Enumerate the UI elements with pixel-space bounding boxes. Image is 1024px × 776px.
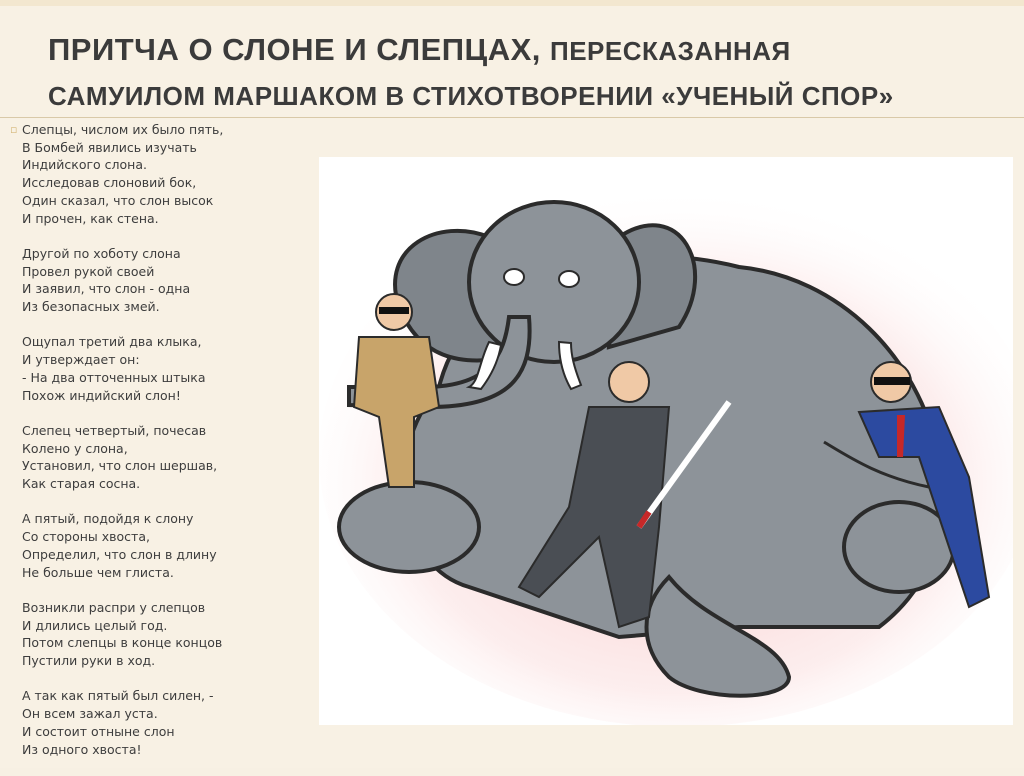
poem-line: Не больше чем глиста. (22, 564, 174, 580)
poem-line: Индийского слона. (22, 157, 147, 173)
bullet-icon: ▫ (10, 123, 18, 136)
poem-line: Слепцы, числом их было пять, (22, 122, 224, 137)
poem-stanza (22, 599, 322, 670)
poem-line: Возникли распри у слепцов (22, 599, 206, 615)
title-sub-1: ПЕРЕСКАЗАННАЯ (550, 36, 791, 66)
poem-line: И состоит отныне слон (22, 723, 175, 739)
poem-line: А пятый, подойдя к слону (22, 511, 194, 527)
poem-line: В Бомбей явились изучать (22, 139, 197, 155)
elephant-eye-right (559, 271, 579, 287)
poem-line: Потом слепцы в конце концов (22, 635, 223, 651)
poem-line: Пустили руки в ход. (22, 653, 156, 669)
poem-line: - На два отточенных штыка (22, 369, 206, 385)
poem-stanza (22, 333, 322, 404)
poem-line: И длились целый год. (22, 617, 168, 633)
poem-line: Как старая сосна. (22, 476, 141, 492)
poem-line: Ощупал третий два клыка, (22, 334, 202, 350)
poem-line: Из одного хвоста! (22, 741, 142, 757)
poem-line: Определил, что слон в длину (22, 546, 217, 562)
elephant-eye-left (504, 269, 524, 285)
poem-line: Один сказал, что слон высок (22, 192, 214, 208)
poem-text (10, 121, 322, 776)
poem-line: А так как пятый был силен, - (22, 688, 214, 704)
title-main: ПРИТЧА О СЛОНЕ И СЛЕПЦАХ, (48, 32, 550, 67)
poem-stanza (22, 245, 322, 316)
top-accent (0, 0, 1024, 6)
elephant-front-leg (339, 482, 479, 572)
poem-stanza (22, 687, 322, 758)
poem-line: И заявил, что слон - одна (22, 281, 191, 297)
elephant-and-blind-men-drawing (319, 157, 1013, 725)
elephant-illustration (319, 157, 1013, 725)
poem-line: И утверждает он: (22, 352, 140, 368)
poem-stanza (22, 510, 322, 581)
poem-line: Из безопасных змей. (22, 299, 160, 315)
title-divider (0, 117, 1024, 118)
slide-title (48, 30, 998, 121)
poem-line: Со стороны хвоста, (22, 529, 150, 545)
poem-line: Установил, что слон шершав, (22, 458, 218, 474)
title-sub-2: САМУИЛОМ МАРШАКОМ В СТИХОТВОРЕНИИ «УЧЕНЫЙ СПОР» (48, 81, 894, 111)
poem-stanza (22, 422, 322, 493)
poem-line: Исследовав слоновий бок, (22, 175, 197, 191)
poem-line: Похож индийский слон! (22, 387, 181, 403)
poem-stanza (22, 121, 322, 227)
poem-line: Слепец четвертый, почесав (22, 422, 207, 438)
poem-line: Он всем зажал уста. (22, 706, 158, 722)
poem-line: И прочен, как стена. (22, 210, 159, 226)
poem-line: Другой по хоботу слона (22, 245, 181, 261)
poem-line: Колено у слона, (22, 440, 128, 456)
poem-line: Провел рукой своей (22, 263, 155, 279)
elephant-head (469, 202, 639, 362)
